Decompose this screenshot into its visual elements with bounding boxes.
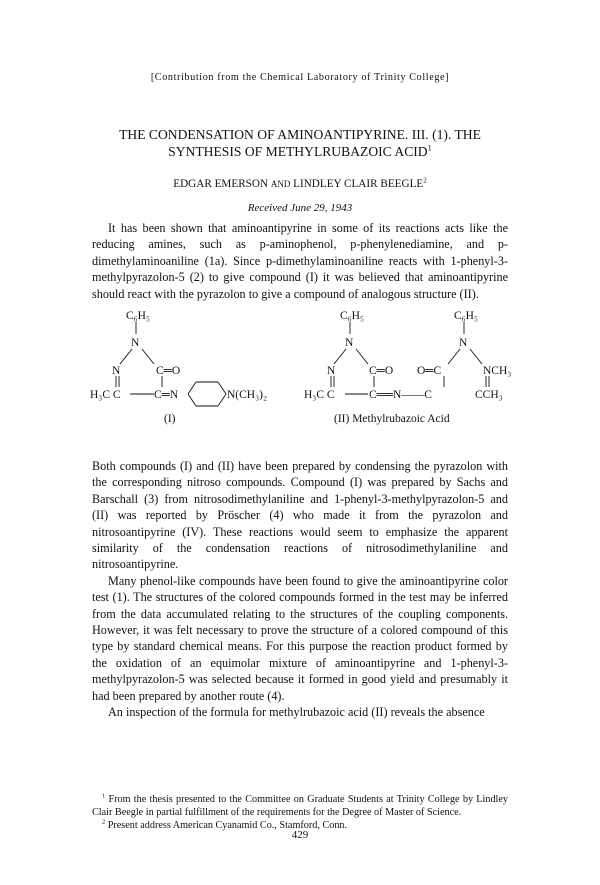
paragraph-1-text: It has been shown that aminoantipyrine in some of its reactions acts like the reducing amines, such as p-aminophenol, p-phenylenediamine, and p-dimethylaminoaniline (1a). Since p-dimethylaminoaniline reacts with 1-phenyl-3-methylpyrazolon-5 (2) to give compound (I) it was believed that aminoantipyrine should react with the pyrazolon to give a compound of analogous structure (II). xyxy=(92,221,508,301)
structure-ii-carbonyl-left: C═O xyxy=(369,365,394,377)
footnote-1 xyxy=(92,793,508,819)
paragraph-2: Both compounds (I) and (II) have been prepared by condensing the pyrazolon with the corresponding nitroso compounds. Compound (I) was prepared by Sachs and Barschall (3) from nitrosodimethylaniline and 1-phenyl-3-methylpyrazolon-5 and (II) was reported by Pröscher (4) who made it from the pyrazolon and nitrosoantipyrine (IV). These reactions would seem to emphasize the apparent similarity of the condensation reactions of nitrosodimethylaniline and nitrosoantipyrine. xyxy=(92,459,508,572)
structure-ii-label: (II) Methylrubazoic Acid xyxy=(334,413,450,425)
contribution-header: [Contribution from the Chemical Laboratory of Trinity College] xyxy=(150,72,450,83)
title-line-1: THE CONDENSATION OF AMINOANTIPYRINE. III. (1). THE xyxy=(119,127,481,142)
title-footnote-mark: 1 xyxy=(427,141,432,152)
footnote-2-mark: 2 xyxy=(102,819,106,827)
authors xyxy=(0,178,600,190)
structure-ii-azo-bridge: C══N——C xyxy=(369,389,432,401)
paragraph-3: Many phenol-like compounds have been found to give the aminoantipyrine color test (1). The structures of the colored compounds formed in the test may be inferred from the data accumulated relating to the structures of the coupling components. However, it was felt necessary to prove the structure of a colored compound of this type by standard chemical means. For this purpose the reaction product formed by the oxidation of an equimolar mixture of aminoantipyrine and 1-phenyl-3-methylpyrazolon-5 was selected because it formed in good yield and presumably it had been prepared by another route (4). xyxy=(92,573,508,703)
chemical-structures-figure xyxy=(88,304,514,454)
title-line-2: SYNTHESIS OF METHYLRUBAZOIC ACID xyxy=(168,143,428,159)
structure-ii-methyl-carbon: H₃C C xyxy=(304,389,335,401)
footnote-2-text: Present address American Cyanamid Co., Stamford, Conn. xyxy=(107,820,348,832)
structure-ii-n1-right: N xyxy=(459,337,468,349)
footnote-1-text: From the thesis presented to the Committee on Graduate Students at Trinity College by Lindley Clair Beegle in partial fulfillment of the requirements for the Degree of Master of Science. xyxy=(92,794,508,819)
structure-ii-c-methyl: CCH₃ xyxy=(475,389,503,401)
paragraph-4: An inspection of the formula for methylrubazoic acid (II) reveals the absence xyxy=(108,705,485,720)
authors-and: AND xyxy=(270,179,291,189)
structure-i-phenyl: C₆H₅ xyxy=(126,310,150,322)
structure-i-dimethylamino: N(CH₃)₂ xyxy=(227,389,267,401)
structure-i-n2: N xyxy=(112,365,121,377)
structure-ii-carbonyl-right: O═C xyxy=(417,365,442,377)
received-date: Received June 29, 1943 xyxy=(247,202,353,214)
paragraph-1 xyxy=(92,220,508,302)
structure-i-carbonyl: C═O xyxy=(156,365,181,377)
body-paragraphs xyxy=(92,458,508,721)
structure-ii-bonds xyxy=(331,322,489,394)
article-title xyxy=(60,127,540,160)
author-2-footnote-mark: 2 xyxy=(423,176,427,185)
page-number: 429 xyxy=(291,829,309,841)
structure-ii-n1-left: N xyxy=(345,337,354,349)
footnote-1-mark: 1 xyxy=(102,792,106,800)
footnotes xyxy=(92,793,508,833)
structure-ii-n2-left: N xyxy=(327,365,336,377)
structure-ii-n-methyl: NCH₃ xyxy=(483,365,512,377)
structure-ii-phenyl-left: C₆H₅ xyxy=(340,310,364,322)
structure-i-n1: N xyxy=(131,337,140,349)
structure-ii-phenyl-right: C₆H₅ xyxy=(454,310,478,322)
structure-i-methyl-carbon: H₃C C xyxy=(90,389,121,401)
author-2: LINDLEY CLAIR BEEGLE xyxy=(293,178,424,190)
structure-i-azo: C═N xyxy=(154,389,179,401)
structure-i-label: (I) xyxy=(164,413,176,425)
author-1: EDGAR EMERSON xyxy=(173,178,269,190)
